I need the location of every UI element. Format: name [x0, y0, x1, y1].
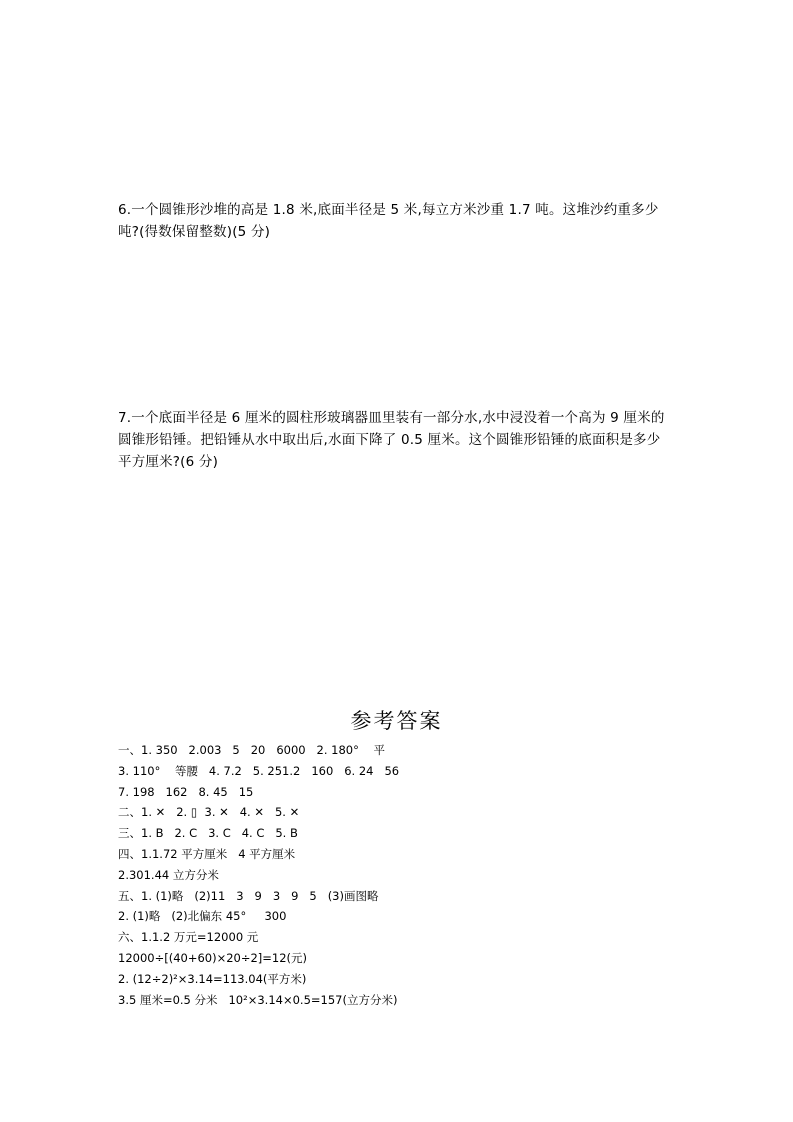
answer-line: 3.5 厘米=0.5 分米 10²×3.14×0.5=157(立方分米)	[118, 992, 398, 1007]
question-6-line-2: 吨?(得数保留整数)(5 分)	[118, 224, 271, 240]
answer-line: 7. 198 162 8. 45 15	[118, 784, 254, 799]
answer-key-title: 参考答案	[350, 709, 443, 733]
answer-line: 3. 110° 等腰 4. 7.2 5. 251.2 160 6. 24 56	[118, 763, 400, 778]
question-7	[118, 407, 688, 473]
answer-line: 四、1.1.72 平方厘米 4 平方厘米	[118, 846, 296, 861]
answer-key	[118, 740, 718, 1010]
question-6	[118, 199, 688, 243]
answer-line: 一、1. 350 2.003 5 20 6000 2. 180° 平	[118, 743, 385, 757]
answer-line: 2.301.44 立方分米	[118, 867, 219, 882]
answer-line: 五、1. (1)略 (2)11 3 9 3 9 5 (3)画图略	[118, 888, 379, 903]
answer-line: 六、1.1.2 万元=12000 元	[118, 930, 259, 945]
answer-line: 12000÷[(40+60)×20÷2]=12(元)	[118, 950, 308, 965]
question-7-line-2: 圆锥形铅锤。把铅锤从水中取出后,水面下降了 0.5 厘米。这个圆锥形铅锤的底面积是多少	[118, 432, 661, 448]
answer-line: 二、1. ✕ 2. ▯ 3. ✕ 4. ✕ 5. ✕	[118, 805, 300, 820]
answer-line: 2. (12÷2)²×3.14=113.04(平方米)	[118, 971, 307, 986]
question-7-line-3: 平方厘米?(6 分)	[118, 454, 219, 470]
answer-line: 2. (1)略 (2)北偏东 45° 300	[118, 909, 287, 924]
answer-line: 三、1. B 2. C 3. C 4. C 5. B	[118, 826, 298, 841]
question-7-line-1: 7.一个底面半径是 6 厘米的圆柱形玻璃器皿里装有一部分水,水中浸没着一个高为 9 厘米的	[118, 410, 665, 426]
question-6-line-1: 6.一个圆锥形沙堆的高是 1.8 米,底面半径是 5 米,每立方米沙重 1.7 吨。这堆沙约重多少	[118, 202, 659, 218]
